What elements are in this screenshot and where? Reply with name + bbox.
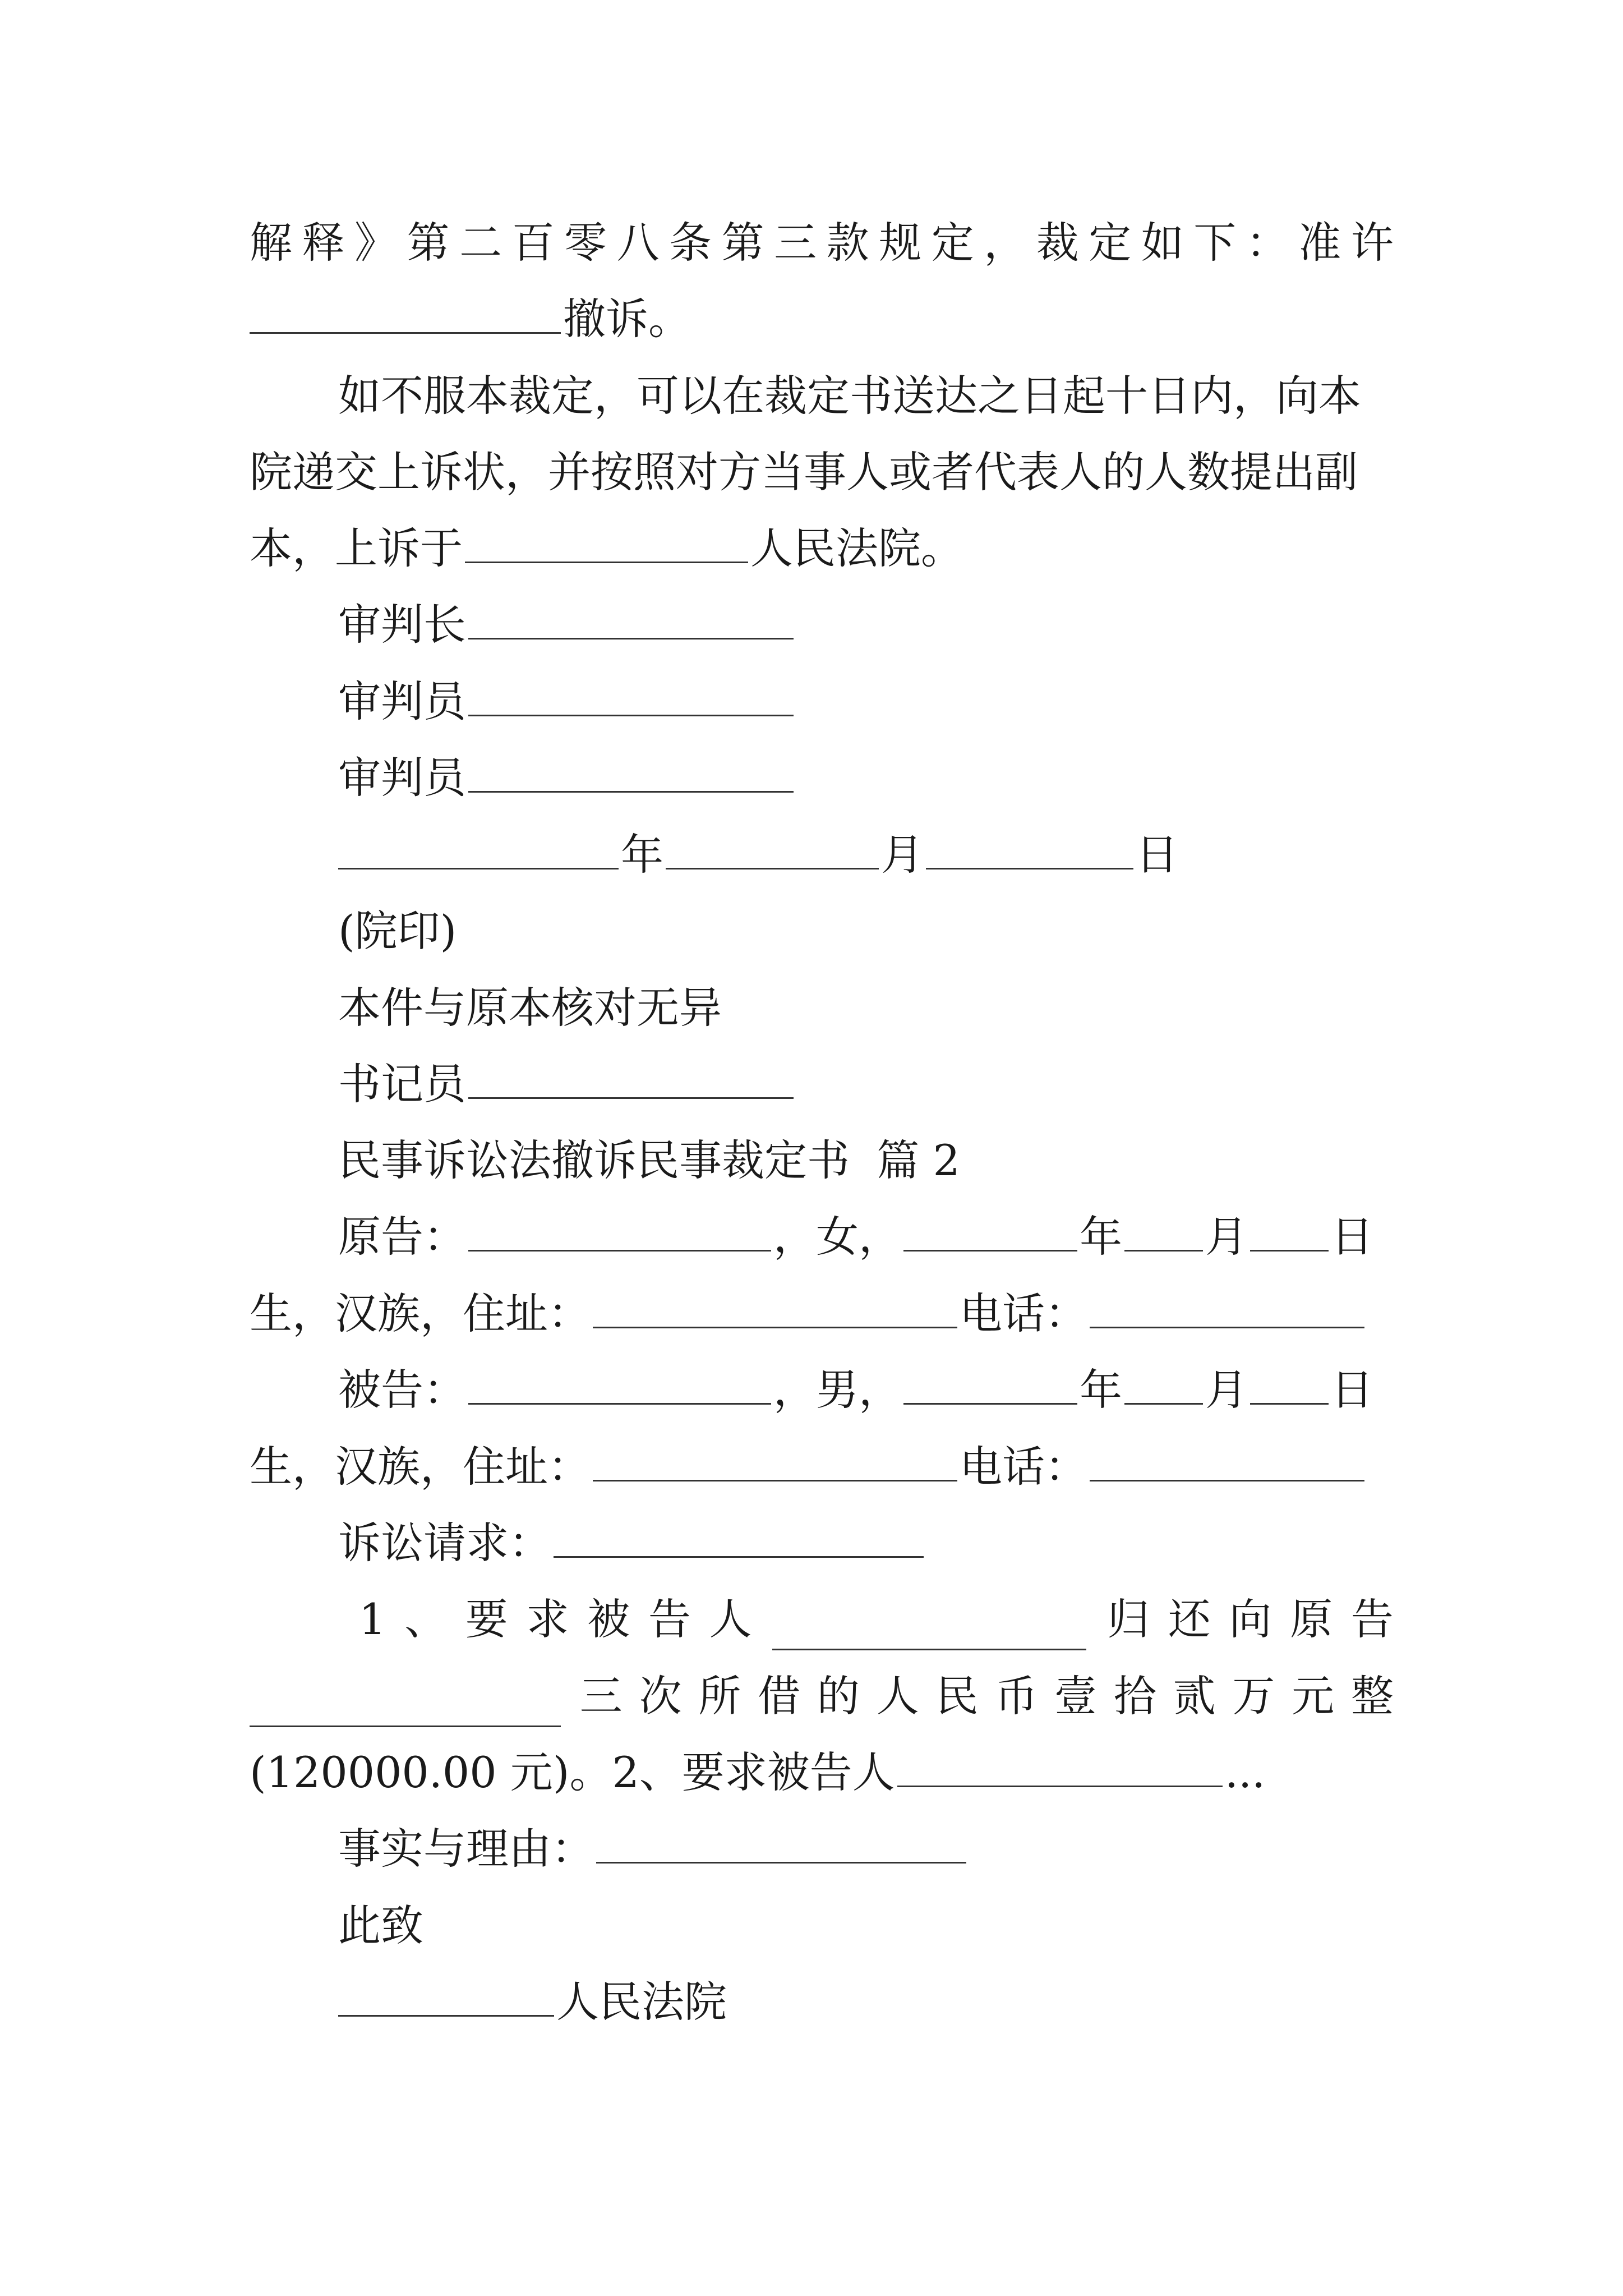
text-span: 审判长: [338, 600, 466, 650]
char: 第: [721, 218, 764, 268]
char: 告: [648, 1594, 691, 1644]
char: ，: [984, 218, 1027, 268]
blank-field: [926, 829, 1133, 869]
char: 所: [698, 1671, 741, 1721]
char: 还: [1168, 1594, 1211, 1644]
blank-field: [1090, 1441, 1364, 1481]
char: 壹: [1054, 1671, 1098, 1721]
plaintiff-line: [338, 1206, 1394, 1268]
text-span: 日: [1331, 1212, 1373, 1262]
blank-field: [468, 1364, 771, 1405]
char: 币: [995, 1671, 1038, 1721]
claim-line: [359, 1589, 1394, 1650]
text-span: 日: [1136, 830, 1178, 880]
facts-line: [338, 1818, 1394, 1880]
blank-field: [338, 1976, 554, 2017]
signature-line: [338, 671, 1394, 733]
char: 原: [1290, 1594, 1333, 1644]
blank-field: [1090, 1287, 1364, 1328]
section-title: [338, 1130, 1394, 1191]
blank-field: [338, 829, 619, 869]
blank-field: [1124, 1211, 1203, 1251]
claim-line: [250, 1742, 1394, 1803]
char: 整: [1350, 1671, 1394, 1721]
blank-field: [772, 1609, 1086, 1650]
char: 定: [1089, 218, 1132, 268]
text-span: 审判员: [338, 753, 466, 803]
char: 百: [511, 218, 555, 268]
text-span: 撤诉。: [563, 294, 691, 344]
paragraph-line: [250, 212, 1394, 274]
paragraph-line: [250, 288, 1394, 350]
court-seal: [338, 900, 1394, 962]
char: 贰: [1173, 1671, 1216, 1721]
closing-line: [338, 1895, 1394, 1957]
text-span: 原告：: [338, 1212, 466, 1262]
text-span: 人民法院。: [750, 523, 963, 573]
signature-line: [338, 594, 1394, 656]
blank-field: [1250, 1211, 1329, 1251]
claims-line: [338, 1512, 1394, 1574]
text-span: 审判员: [338, 677, 466, 726]
blank-field: [593, 1287, 957, 1328]
char: 归: [1107, 1594, 1150, 1644]
char: 告: [1350, 1594, 1394, 1644]
blank-field: [596, 1823, 966, 1864]
blank-field: [250, 1686, 561, 1727]
claim-line: [250, 1665, 1394, 1727]
paragraph-line: [338, 977, 1394, 1039]
char: 八: [616, 218, 660, 268]
text-span: 生，汉族，住址：: [250, 1289, 591, 1338]
char: 次: [639, 1671, 682, 1721]
char: 要: [465, 1594, 508, 1644]
char: 人: [876, 1671, 919, 1721]
char: 向: [1229, 1594, 1272, 1644]
text-span: 月: [1205, 1365, 1248, 1415]
text-span: 年: [1080, 1212, 1122, 1262]
char: 准: [1298, 218, 1341, 268]
text-span: 如不服本裁定，可以在裁定书送达之日起十日内，向本: [338, 371, 1361, 421]
text-span: ...: [1224, 1747, 1266, 1797]
char: 三: [579, 1671, 623, 1721]
char: 拾: [1113, 1671, 1156, 1721]
char: 求: [526, 1594, 569, 1644]
blank-field: [593, 1441, 957, 1481]
blank-field: [554, 1517, 924, 1558]
blank-field: [903, 1211, 1077, 1251]
char: 第: [407, 218, 450, 268]
char: 三: [774, 218, 817, 268]
blank-field: [666, 829, 879, 869]
text-span: 生，汉族，住址：: [250, 1442, 591, 1492]
char: 裁: [1036, 218, 1079, 268]
char: 》: [354, 218, 398, 268]
char: 解: [250, 218, 292, 268]
blank-field: [465, 522, 748, 563]
char: 许: [1350, 218, 1394, 268]
text-span: ，男，: [773, 1365, 901, 1415]
text-span: 年: [1080, 1365, 1122, 1415]
char: 民: [935, 1671, 979, 1721]
paragraph-line: [338, 365, 1394, 427]
char: 的: [817, 1671, 860, 1721]
paragraph-line: [250, 441, 1394, 503]
char: 如: [1141, 218, 1184, 268]
char: 零: [564, 218, 607, 268]
signature-line: [338, 1053, 1394, 1115]
paragraph-line: [250, 518, 1394, 579]
char: 元: [1292, 1671, 1335, 1721]
text-span: 本，上诉于: [250, 523, 463, 573]
char: 被: [587, 1594, 630, 1644]
text-span: 月: [881, 830, 924, 880]
signature-line: [338, 747, 1394, 809]
text-span: 年: [621, 830, 663, 880]
text-span: 事实与理由：: [338, 1824, 594, 1874]
defendant-line: [338, 1359, 1394, 1421]
blank-field: [468, 1058, 794, 1099]
char: 二: [459, 218, 502, 268]
text-span: 月: [1205, 1212, 1248, 1262]
text-span: 电话：: [960, 1289, 1087, 1338]
char: 借: [758, 1671, 801, 1721]
text-span: (120000.00 元)。2、要求被告人: [250, 1747, 895, 1797]
text-span: 诉讼请求：: [338, 1518, 551, 1568]
text-span: 电话：: [960, 1442, 1087, 1492]
date-line: [338, 824, 1394, 886]
blank-field: [897, 1746, 1223, 1787]
plaintiff-line: [250, 1283, 1394, 1345]
text-span: ，女，: [773, 1212, 901, 1262]
char: ：: [1246, 218, 1289, 268]
blank-field: [903, 1364, 1077, 1405]
text-span: 日: [1331, 1365, 1373, 1415]
char: 万: [1232, 1671, 1275, 1721]
blank-field: [250, 293, 561, 334]
blank-field: [1124, 1364, 1203, 1405]
char: 释: [302, 218, 345, 268]
char: 款: [826, 218, 869, 268]
char: 下: [1193, 218, 1237, 268]
court-line: [338, 1971, 1394, 2033]
char: 人: [709, 1594, 752, 1644]
text-span: 被告：: [338, 1365, 466, 1415]
char: 规: [879, 218, 922, 268]
char: 定: [931, 218, 974, 268]
text-span: 本件与原本核对无异: [338, 983, 722, 1033]
blank-field: [468, 1211, 771, 1251]
char: 、: [404, 1594, 448, 1644]
blank-field: [468, 752, 794, 793]
blank-field: [1250, 1364, 1329, 1405]
text-span: 人民法院: [556, 1977, 727, 2027]
text-span: 民事诉讼法撤诉民事裁定书 篇 2: [338, 1135, 960, 1185]
char: 条: [669, 218, 712, 268]
text-span: 书记员: [338, 1059, 466, 1109]
blank-field: [468, 599, 794, 639]
text-span: 院递交上诉状，并按照对方当事人或者代表人的人数提出副: [250, 447, 1358, 497]
text-span: (院印): [338, 906, 457, 956]
blank-field: [468, 675, 794, 716]
defendant-line: [250, 1436, 1394, 1498]
text-span: 此致: [338, 1901, 423, 1950]
char: 1: [359, 1594, 386, 1644]
